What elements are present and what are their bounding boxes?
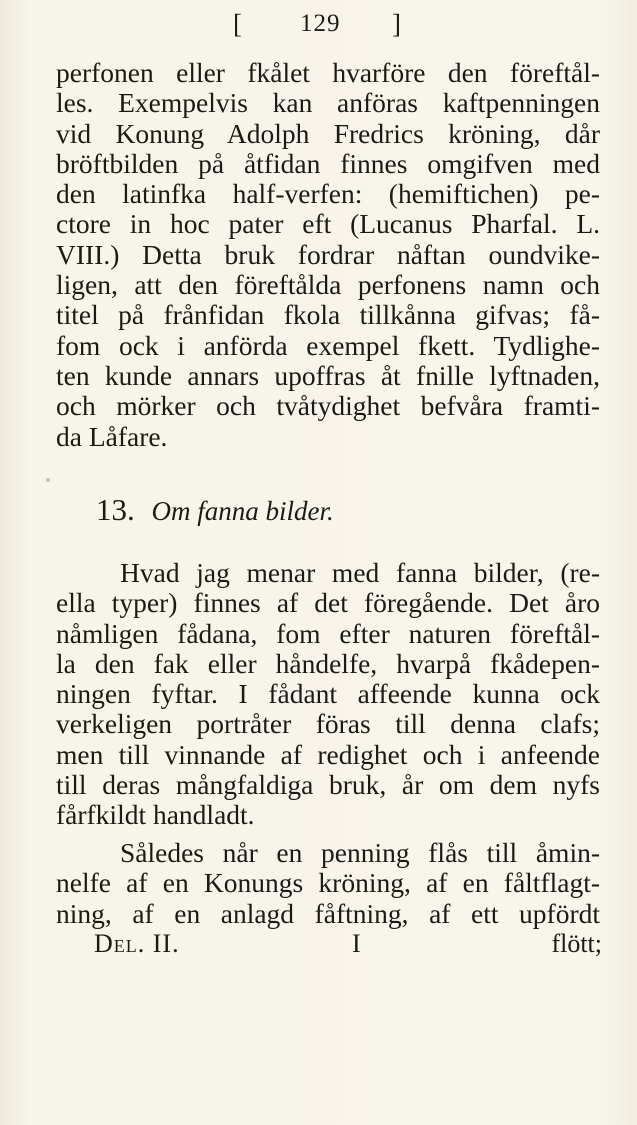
- running-head: [0, 6, 637, 42]
- text-line: Hvad jag menar med fanna bilder, (re-: [120, 557, 600, 588]
- text-line: Således når en penning flås till åmin-: [120, 837, 600, 868]
- text-line: da Låfare.: [56, 420, 168, 452]
- bracket-left: [: [233, 9, 242, 39]
- text-line: titel på frånfidan fkola tillkånna gifvas; få-: [56, 299, 600, 331]
- section-title: Om fanna bilder.: [151, 496, 334, 526]
- catchword: flött;: [551, 929, 602, 958]
- text-line: till deras mångfaldiga bruk, år om dem nyfs: [56, 769, 600, 801]
- bracket-right: ]: [392, 9, 401, 39]
- text-line: ella typer) finnes af det föregående. Det åro: [56, 587, 600, 619]
- text-line: nelfe af en Konungs kröning, af en fåltflagt-: [56, 867, 600, 899]
- text-line: les. Exempelvis kan anföras kaftpenningen: [56, 87, 600, 119]
- paragraph-3: [56, 838, 600, 929]
- text-line: fom ock i anförda exempel fkett. Tydlighe-: [56, 329, 600, 361]
- text-line: VIII.) Detta bruk fordrar nåftan oundvike-: [56, 238, 600, 270]
- text-line: verkeligen portråter föras till denna clafs;: [56, 708, 600, 740]
- signature-mark: Del. II.: [94, 929, 180, 958]
- text-line: ningen fyftar. I fådant affeende kunna ock: [56, 678, 600, 710]
- text-line: ligen, att den föreftålda perfonens namn och: [56, 269, 600, 301]
- text-line: men till vinnande af redighet och i anfeende: [56, 738, 600, 770]
- text-line: ctore in hoc pater eft (Lucanus Pharfal. L.: [56, 208, 600, 240]
- text-line: fårfkildt handladt.: [56, 799, 255, 831]
- paper-spot: [46, 478, 50, 482]
- text-line: la den fak eller håndelfe, hvarpå fkådepen-: [56, 647, 600, 679]
- text-line: nåmligen fådana, fom efter naturen föreftål-: [56, 617, 600, 649]
- text-line: vid Konung Adolph Fredrics kröning, dår: [56, 117, 600, 149]
- section-heading: [96, 492, 334, 529]
- paragraph-2: [56, 558, 600, 831]
- text-line: den latinfka half-verfen: (hemiftichen) pe-: [56, 178, 600, 210]
- section-number: 13.: [96, 492, 135, 527]
- text-line: ning, af en anlagd fåftning, af ett upfördt: [56, 897, 600, 929]
- text-line: och mörker och tvåtydighet befvåra framti-: [56, 390, 600, 422]
- text-line: ten kunde annars upoffras åt fnille lyftnaden,: [56, 359, 600, 391]
- text-line: perfonen eller fkålet hvarföre den föreftål-: [56, 57, 600, 88]
- page-number: 129: [300, 10, 341, 37]
- gathering-letter: I: [352, 929, 361, 958]
- paragraph-1: [56, 58, 600, 452]
- page-footer: [94, 928, 602, 960]
- text-line: bröftbilden på åtfidan finnes omgifven med: [56, 147, 600, 179]
